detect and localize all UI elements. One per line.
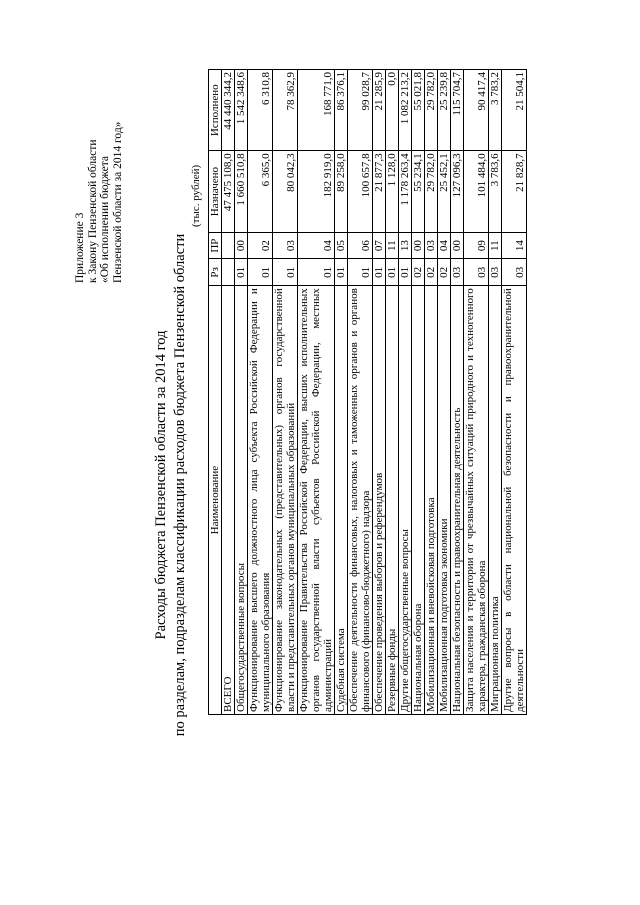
- table-row: [399, 70, 412, 715]
- cell-rz: 01: [399, 259, 412, 286]
- table-row: [335, 70, 348, 715]
- cell-assigned: 47 475 108,0: [222, 151, 235, 232]
- table-row: [438, 70, 451, 715]
- cell-executed: 0,0: [386, 70, 399, 151]
- table-header-row: [209, 70, 222, 715]
- cell-name: Защита населения и территории от чрезвычайных ситуаций природного и техногенного характера, гражданская оборона: [464, 286, 489, 715]
- cell-executed: 29 782,0: [425, 70, 438, 151]
- cell-executed: 99 028,7: [348, 70, 373, 151]
- cell-name: Миграционная политика: [489, 286, 502, 715]
- table-row: [502, 70, 527, 715]
- cell-pr: 11: [386, 232, 399, 259]
- cell-name: Мобилизационная и вневойсковая подготовка: [425, 286, 438, 715]
- table-row: [235, 70, 248, 715]
- header-assigned: Назначено: [209, 151, 222, 232]
- appendix-line-1: Приложение 3: [74, 212, 86, 283]
- cell-executed: 6 310,8: [248, 70, 273, 151]
- cell-name: Функционирование законодательных (представительных) органов государственной власти и представительных органов муниципальных образований: [273, 286, 298, 715]
- cell-executed: 168 771,0: [298, 70, 335, 151]
- cell-name: Другие вопросы в области национальной безопасности и правоохранительной деятельности: [502, 286, 527, 715]
- cell-executed: 55 021,8: [412, 70, 425, 151]
- table-row: [451, 70, 464, 715]
- cell-assigned: 89 258,0: [335, 151, 348, 232]
- appendix-note: [74, 122, 124, 283]
- table-row: [373, 70, 386, 715]
- table-row: [489, 70, 502, 715]
- appendix-line-3: «Об исполнении бюджета: [99, 155, 111, 283]
- cell-pr: 04: [298, 232, 335, 259]
- header-rz: Рз: [209, 259, 222, 286]
- cell-rz: 01: [373, 259, 386, 286]
- cell-name: Другие общегосударственные вопросы: [399, 286, 412, 715]
- table-row: [298, 70, 335, 715]
- cell-name: ВСЕГО: [222, 286, 235, 715]
- cell-rz: 01: [335, 259, 348, 286]
- cell-name: Обеспечение деятельности финансовых, налоговых и таможенных органов и органов финансового (финансово-бюджетного) надзора: [348, 286, 373, 715]
- cell-name: Национальная безопасность и правоохранительная деятельность: [451, 286, 464, 715]
- cell-pr: 03: [273, 232, 298, 259]
- cell-pr: 00: [412, 232, 425, 259]
- cell-executed: 86 376,1: [335, 70, 348, 151]
- cell-assigned: 80 042,3: [273, 151, 298, 232]
- cell-pr: 13: [399, 232, 412, 259]
- cell-pr: [222, 232, 235, 259]
- cell-assigned: 1 128,0: [386, 151, 399, 232]
- cell-rz: 03: [451, 259, 464, 286]
- title-line-1: Расходы бюджета Пензенской области за 2014 год: [153, 330, 169, 640]
- cell-assigned: 55 234,1: [412, 151, 425, 232]
- cell-name: Судебная система: [335, 286, 348, 715]
- table-row: [425, 70, 438, 715]
- cell-rz: 03: [502, 259, 527, 286]
- cell-executed: 1 082 213,2: [399, 70, 412, 151]
- cell-name: Национальная оборона: [412, 286, 425, 715]
- cell-executed: 78 362,9: [273, 70, 298, 151]
- cell-rz: 02: [425, 259, 438, 286]
- cell-name: Функционирование Правительства Российской Федерации, высших исполнительных органов государственной власти субъектов Российской Федерации, местных администраций: [298, 286, 335, 715]
- table-row: [386, 70, 399, 715]
- cell-name: Резервные фонды: [386, 286, 399, 715]
- cell-pr: 09: [464, 232, 489, 259]
- document-title: [152, 65, 190, 905]
- cell-rz: 02: [412, 259, 425, 286]
- units-label: (тыс. рублей): [190, 164, 202, 227]
- cell-pr: 14: [502, 232, 527, 259]
- cell-pr: 03: [425, 232, 438, 259]
- cell-executed: 1 542 348,6: [235, 70, 248, 151]
- cell-pr: 04: [438, 232, 451, 259]
- table-row: [412, 70, 425, 715]
- cell-assigned: 127 096,3: [451, 151, 464, 232]
- header-pr: ПР: [209, 232, 222, 259]
- cell-pr: 06: [348, 232, 373, 259]
- cell-pr: 05: [335, 232, 348, 259]
- cell-pr: 00: [451, 232, 464, 259]
- cell-name: Общегосударственные вопросы: [235, 286, 248, 715]
- header-executed: Исполнено: [209, 70, 222, 151]
- cell-rz: 01: [298, 259, 335, 286]
- appendix-line-2: к Закону Пензенской области: [86, 139, 99, 283]
- cell-rz: 01: [248, 259, 273, 286]
- cell-rz: [222, 259, 235, 286]
- cell-rz: 01: [273, 259, 298, 286]
- cell-pr: 07: [373, 232, 386, 259]
- expenses-table: [208, 69, 527, 715]
- table-row: [248, 70, 273, 715]
- cell-assigned: 25 452,1: [438, 151, 451, 232]
- cell-rz: 03: [489, 259, 502, 286]
- cell-assigned: 100 657,8: [348, 151, 373, 232]
- table-row: [222, 70, 235, 715]
- table-row: [273, 70, 298, 715]
- cell-assigned: 1 660 510,8: [235, 151, 248, 232]
- cell-rz: 01: [348, 259, 373, 286]
- cell-rz: 02: [438, 259, 451, 286]
- cell-pr: 11: [489, 232, 502, 259]
- cell-executed: 44 440 344,2: [222, 70, 235, 151]
- cell-name: Функционирование высшего должностного лица субъекта Российской Федерации и муниципального образования: [248, 286, 273, 715]
- cell-assigned: 29 782,0: [425, 151, 438, 232]
- cell-rz: 01: [386, 259, 399, 286]
- cell-assigned: 6 365,0: [248, 151, 273, 232]
- table-row: [348, 70, 373, 715]
- cell-executed: 21 504,1: [502, 70, 527, 151]
- cell-assigned: 21 877,3: [373, 151, 386, 232]
- cell-executed: 21 285,9: [373, 70, 386, 151]
- cell-name: Мобилизационная подготовка экономики: [438, 286, 451, 715]
- cell-assigned: 3 783,6: [489, 151, 502, 232]
- title-line-2: по разделам, подразделам классификации расходов бюджета Пензенской области: [172, 233, 188, 737]
- appendix-line-4: Пензенской области за 2014 год»: [111, 121, 124, 283]
- cell-assigned: 1 178 263,4: [399, 151, 412, 232]
- cell-rz: 01: [235, 259, 248, 286]
- cell-assigned: 182 919,0: [298, 151, 335, 232]
- cell-assigned: 101 484,0: [464, 151, 489, 232]
- cell-executed: 3 783,2: [489, 70, 502, 151]
- cell-assigned: 21 828,7: [502, 151, 527, 232]
- cell-executed: 115 704,7: [451, 70, 464, 151]
- header-name: Наименование: [209, 286, 222, 715]
- cell-executed: 25 239,8: [438, 70, 451, 151]
- cell-name: Обеспечение проведения выборов и референдумов: [373, 286, 386, 715]
- cell-pr: 02: [248, 232, 273, 259]
- cell-pr: 00: [235, 232, 248, 259]
- table-row: [464, 70, 489, 715]
- cell-executed: 90 417,4: [464, 70, 489, 151]
- cell-rz: 03: [464, 259, 489, 286]
